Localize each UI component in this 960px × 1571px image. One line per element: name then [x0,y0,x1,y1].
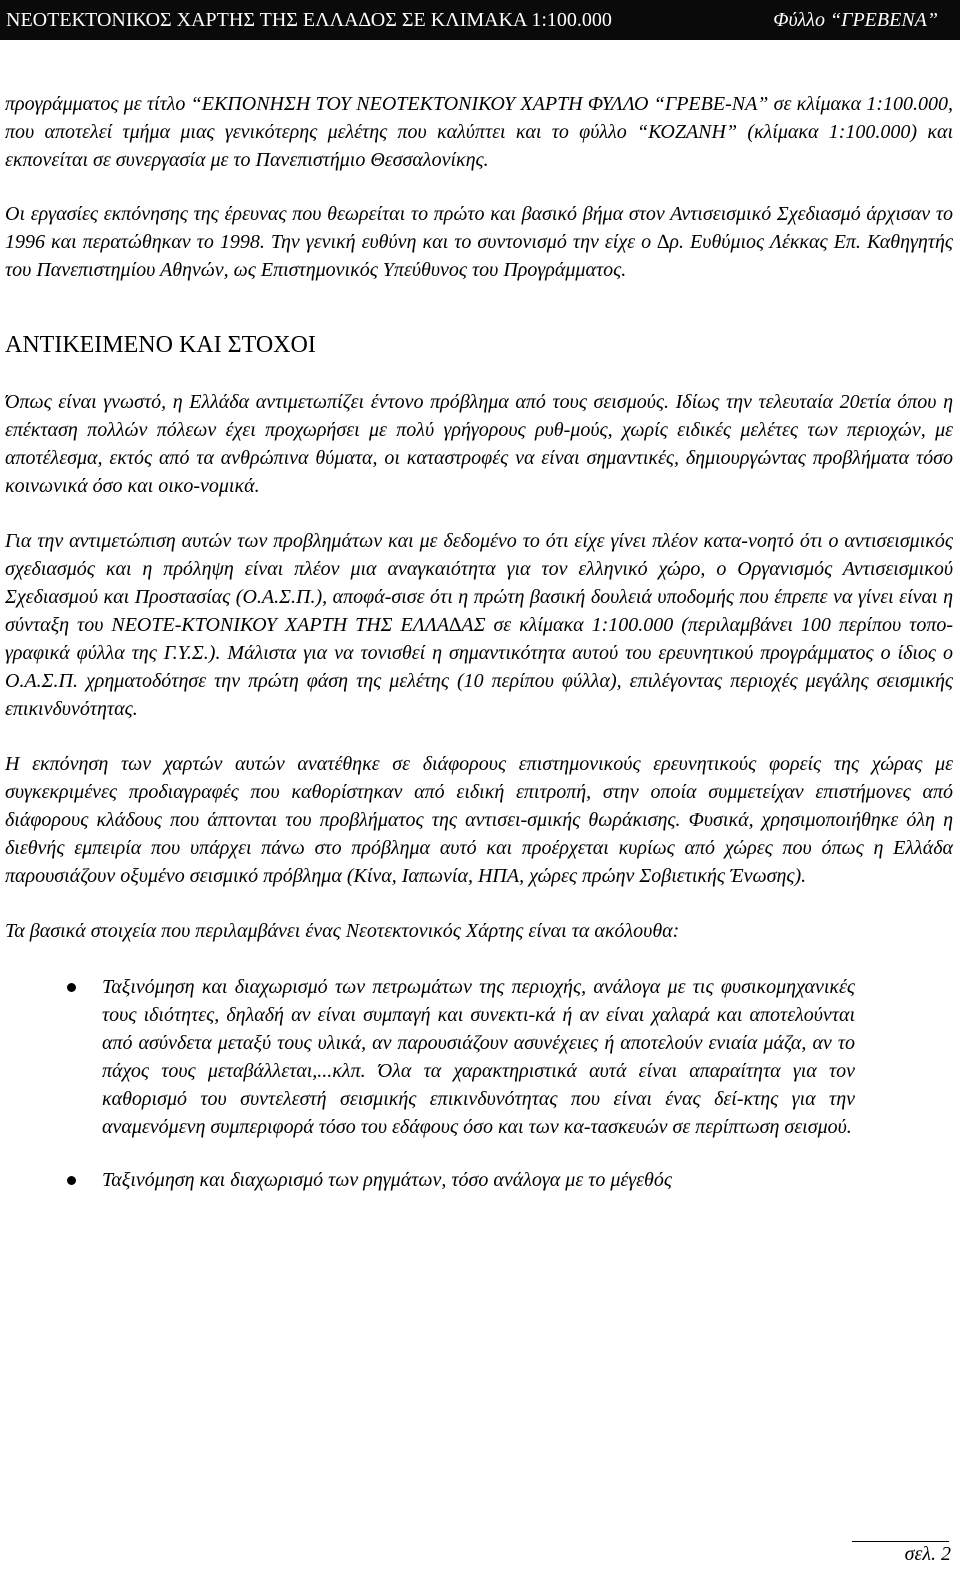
footer-rule [852,1541,949,1542]
intro-paragraph-2: Οι εργασίες εκπόνησης της έρευνας που θεωρείται το πρώτο και βασικό βήμα στον Αντισεισμικό Σχεδιασμό άρχισαν το 1996 και περατώθηκαν το 1998. Την γενική ευθύνη και το συντονισμό την είχε ο ∆ρ. Ευθύμιος Λέκκας Επ. Καθηγητής του Πανεπιστημίου Αθηνών, ως Επιστημονικός Υπεύθυνος του Προγράμματος. [5,203,953,281]
bullet-list [5,973,953,1194]
section-paragraph-4: Τα βασικά στοιχεία που περιλαμβάνει ένας Νεοτεκτονικός Χάρτης είναι τα ακόλουθα: [5,920,680,942]
header-title: ΝΕΟΤΕΚΤΟΝΙΚΟΣ ΧΑΡΤΗΣ ΤΗΣ ΕΛΛΑ∆ΟΣ ΣΕ ΚΛΙΜΑΚΑ 1:100.000 [6,8,612,31]
page-header [0,0,960,40]
section-paragraph-3: Η εκπόνηση των χαρτών αυτών ανατέθηκε σε διάφορους επιστημονικούς ερευνητικούς φορείς της χώρας με συγκεκριμένες προδιαγραφές που καθορίστηκαν από ειδική επιτροπή, στην οποία συμμετείχαν επιστήμονες από διάφορους κλάδους που άπτονται του προβλήματος της αντισει-σμικής θωράκισης. Φυσικά, χρησιμοποιήθηκε όλη η διεθνής εμπειρία που υπάρχει πάνω στο πρόβλημα αυτό και προέρχεται κυρίως από χώρες που όπως η Ελλάδα παρουσιάζουν οξυμένο σεισμικό πρόβλημα (Κίνα, Ιαπωνία, ΗΠΑ, χώρες πρώην Σοβιετικής Ένωσης). [5,753,953,887]
section-paragraph-2: Για την αντιμετώπιση αυτών των προβλημάτων και με δεδομένο το ότι είχε γίνει πλέον κατα-νοητό ότι ο αντισεισμικός σχεδιασμός και η πρόληψη είναι πλέον μια αναγκαιότητα για τον ελληνικό χώρο, ο Οργανισμός Αντισεισμικού Σχεδιασμού και Προστασίας (Ο.Α.Σ.Π.), αποφά-σισε ότι η πρώτη βασική δουλειά υποδομής που έπρεπε να γίνει είναι η σύνταξη του ΝΕΟΤΕ-ΚΤΟΝΙΚΟΥ ΧΑΡΤΗ ΤΗΣ ΕΛΛΑ∆ΑΣ σε κλίμακα 1:100.000 (περιλαμβάνει 100 περίπου τοπο-γραφικά φύλλα της Γ.Υ.Σ.). Μάλιστα για να τονισθεί η σημαντικότητα αυτού του ερευνητικού προγράμματος ο ίδιος ο Ο.Α.Σ.Π. χρηματοδότησε την πρώτη φάση της μελέτης (10 περίπου φύλλα), επιλέγοντας περιοχές μεγάλης σεισμικής επικινδυνότητας. [5,530,953,720]
header-sheet-name: Φύλλο “ΓΡΕΒΕΝΑ” [773,8,938,31]
bullet-item: Ταξινόμηση και διαχωρισμό των ρηγμάτων, τόσο ανάλογα με το μέγεθός [5,1166,953,1194]
page-number: σελ. 2 [904,1543,951,1565]
bullet-item: Ταξινόμηση και διαχωρισμό των πετρωμάτων της περιοχής, ανάλογα με τις φυσικομηχανικές τους ιδιότητες, δηλαδή αν είναι συμπαγή και συνεκτι-κά ή αν είναι χαλαρά και αποτελούνται από ασύνδετα μεταξύ τους υλικά, αν παρουσιάζουν ασυνέχειες ή αποτελούν ενιαία μάζα, αν το πάχος τους μεταβάλλεται,...κλπ. Όλα τα χαρακτηριστικά αυτά είναι απαραίτητα για τον καθορισμό του συντελεστή σεισμικής επικινδυνότητας που είναι ένας δεί-κτης για την αναμενόμενη συμπεριφορά τόσο του εδάφους όσο και των κα-τασκευών σε περίπτωση σεισμού. [5,973,953,1141]
intro-paragraph-1: προγράμματος με τίτλο “ΕΚΠΟΝΗΣΗ ΤΟΥ ΝΕΟΤΕΚΤΟΝΙΚΟΥ ΧΑΡΤΗ ΦΥΛΛΟ “ΓΡΕΒΕ-ΝΑ” σε κλίμακα 1:100.000, που αποτελεί τμήμα μιας γενικότερης μελέτης που καλύπτει και το φύλλο “ΚΟΖΑΝΗ” (κλίμακα 1:100.000) και εκπονείται σε συνεργασία με το Πανεπιστήμιο Θεσσαλονίκης. [5,93,953,171]
section-paragraph-1: Όπως είναι γνωστό, η Ελλάδα αντιμετωπίζει έντονο πρόβλημα από τους σεισμούς. Ιδίως την τελευταία 20ετία όπου η επέκταση πολλών πόλεων έχει προχωρήσει με πολύ γρήγορους ρυθ-μούς, χωρίς ειδικές μελέτες των περιοχών, με αποτέλεσμα, εκτός από τα ανθρώπινα θύματα, οι καταστροφές να είναι σημαντικές, δημιουργώντας προβλήματα τόσο κοινωνικά όσο και οικο-νομικά. [5,391,953,497]
section-heading: ΑΝΤΙΚΕΙΜΕΝΟ ΚΑΙ ΣΤΟΧΟΙ [5,332,316,358]
document-body [5,90,953,1194]
